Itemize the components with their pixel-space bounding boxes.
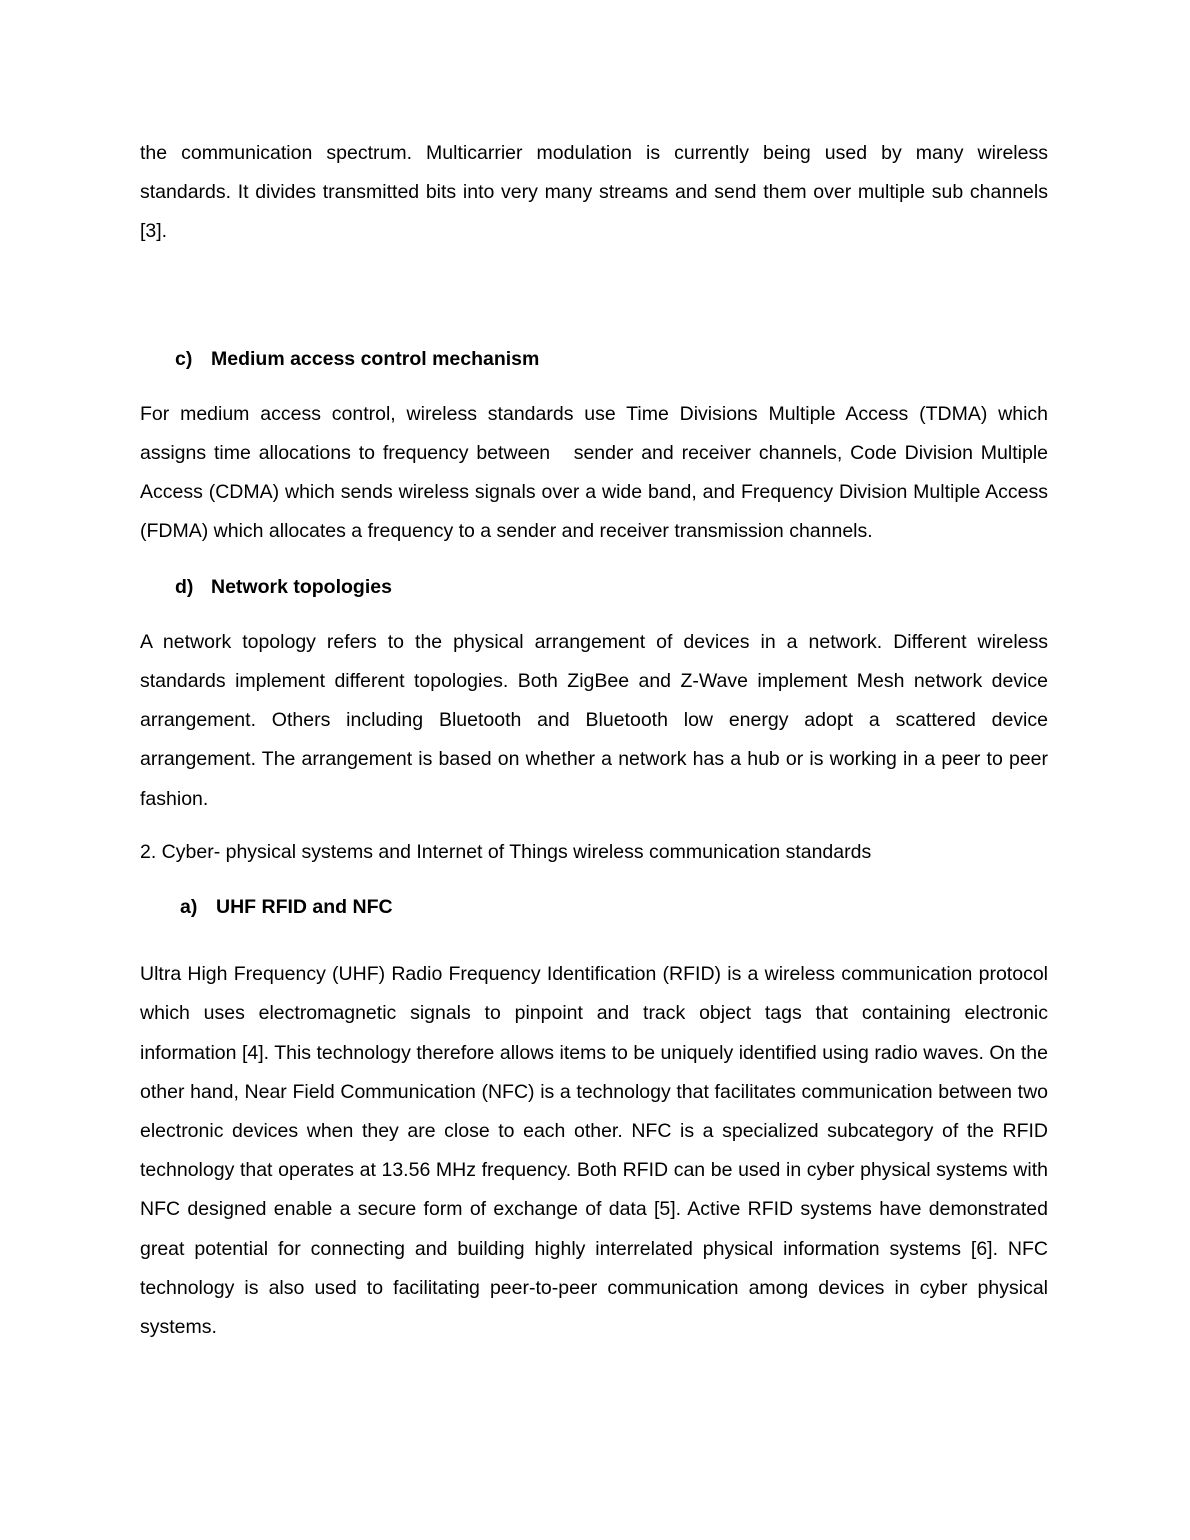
heading-title: Medium access control mechanism xyxy=(211,347,540,370)
heading-marker: d) xyxy=(175,575,194,598)
heading-medium-access-control xyxy=(140,340,1048,379)
heading-marker: c) xyxy=(175,347,193,370)
heading-marker: a) xyxy=(180,896,198,919)
heading-title: Network topologies xyxy=(211,575,392,598)
paragraph-uhf-rfid-nfc: Ultra High Frequency (UHF) Radio Frequency Identification (RFID) is a wireless communication protocol which uses electromagnetic signals to pinpoint and track object tags that containing electronic information [4]. This technology therefore allows items to be uniquely identified using radio waves. On the other hand, Near Field Communication (NFC) is a technology that facilitates communication between two electronic devices when they are close to each other. NFC is a specialized subcategory of the RFID technology that operates at 13.56 MHz frequency. Both RFID can be used in cyber physical systems with NFC designed enable a secure form of exchange of data [5]. Active RFID systems have demonstrated great potential for connecting and building highly interrelated physical information systems [6]. NFC technology is also used to facilitating peer-to-peer communication among devices in cyber physical systems. xyxy=(140,963,1048,1339)
document-page xyxy=(140,134,1048,1347)
section-heading-cyber-physical-systems: 2. Cyber- physical systems and Internet of Things wireless communication standards xyxy=(140,840,872,863)
paragraph-intro-continuation: the communication spectrum. Multicarrier modulation is currently being used by many wireless standards. It divides transmitted bits into very many streams and send them over multiple sub channels [3]. xyxy=(140,142,1048,243)
paragraph-network-topologies: A network topology refers to the physical arrangement of devices in a network. Different wireless standards implement different topologies. Both ZigBee and Z-Wave implement Mesh network device arrangement. Others including Bluetooth and Bluetooth low energy adopt a scattered device arrangement. The arrangement is based on whether a network has a hub or is working in a peer to peer fashion. xyxy=(140,630,1048,810)
heading-uhf-rfid-nfc xyxy=(140,888,1048,927)
heading-title: UHF RFID and NFC xyxy=(216,896,393,919)
heading-network-topologies xyxy=(140,568,1048,607)
paragraph-medium-access: For medium access control, wireless standards use Time Divisions Multiple Access (TDMA) which assigns time allocations to frequency between sender and receiver channels, Code Division Multiple Access (CDMA) which sends wireless signals over a wide band, and Frequency Division Multiple Access (FDMA) which allocates a frequency to a sender and receiver transmission channels. xyxy=(140,402,1048,543)
